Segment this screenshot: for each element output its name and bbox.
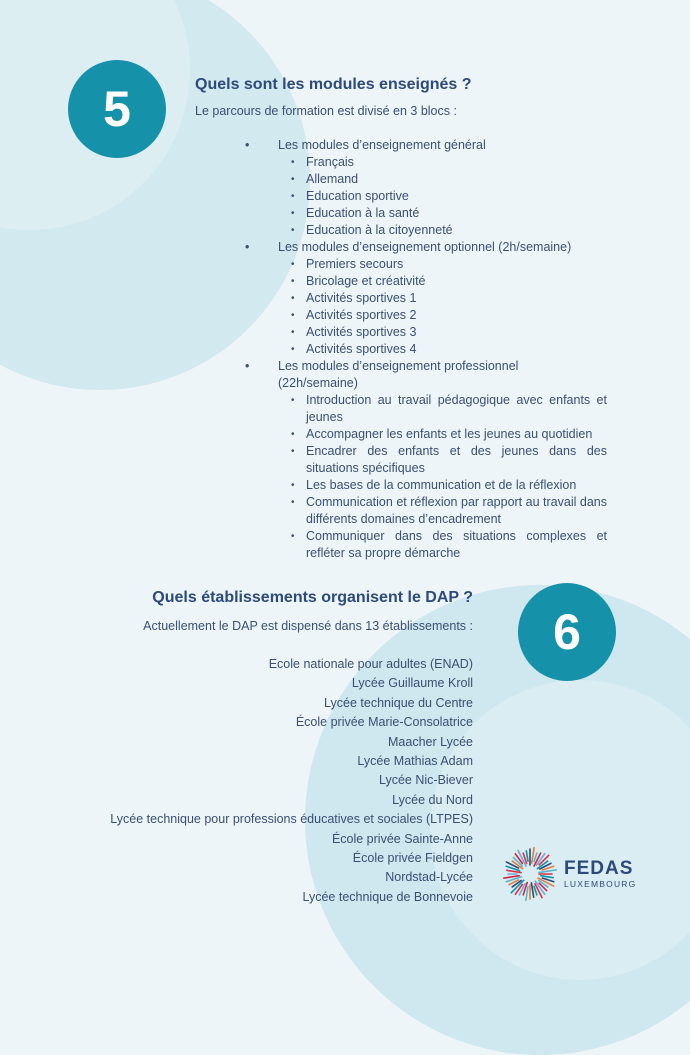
- school-item: Nordstad-Lycée: [385, 870, 473, 885]
- logo-ray: [526, 887, 528, 900]
- section-6-number-badge: 6: [518, 583, 616, 681]
- module-item: • Education sportive: [291, 188, 607, 205]
- school-item: Lycée Nic-Biever: [378, 773, 473, 788]
- module-item: • Encadrer des enfants et des jeunes dans des situations spécifiques: [291, 443, 607, 477]
- logo-ray: [539, 870, 556, 873]
- section-5-intro: Le parcours de formation est divisé en 3 blocs :: [195, 104, 457, 118]
- module-block-professional: [245, 358, 607, 562]
- module-sublist: [278, 392, 607, 562]
- module-item: • Les bases de la communication et de la réflexion: [291, 477, 607, 494]
- module-item: • Accompagner les enfants et les jeunes au quotidien: [291, 426, 607, 443]
- module-item: • Education à la santé: [291, 205, 607, 222]
- school-item: Lycée technique de Bonnevoie: [302, 889, 473, 904]
- module-item: • Communication et réflexion par rapport au travail dans différents domaines d’encadrement: [291, 494, 607, 528]
- fedas-logo: [502, 846, 636, 902]
- school-item: Lycée technique du Centre: [324, 695, 473, 710]
- schools-list: [110, 655, 473, 907]
- module-blocks-list: [245, 137, 607, 562]
- module-item: • Communiquer dans des situations complexes et refléter sa propre démarche: [291, 528, 607, 562]
- school-item: Lycée technique pour professions éducatives et sociales (LTPES): [110, 812, 473, 827]
- logo-name: FEDAS: [564, 858, 634, 879]
- section-5-title: Quels sont les modules enseignés ?: [195, 76, 472, 93]
- module-item: • Education à la citoyenneté: [291, 222, 607, 239]
- school-item: Maacher Lycée: [388, 734, 473, 749]
- school-item: École privée Marie-Consolatrice: [295, 715, 473, 730]
- module-block-label: • Les modules d’enseignement optionnel (2h/semaine): [278, 240, 572, 254]
- module-item: • Introduction au travail pédagogique avec enfants et jeunes: [291, 392, 607, 426]
- section-6-title: Quels établissements organisent le DAP ?: [152, 589, 473, 606]
- module-item: • Premiers secours: [291, 256, 607, 273]
- section-6-intro: Actuellement le DAP est dispensé dans 13 établissements :: [143, 619, 473, 633]
- module-block-label: • Les modules d’enseignement général: [278, 138, 486, 152]
- module-item: • Français: [291, 154, 607, 171]
- logo-text: [564, 859, 636, 889]
- module-item: • Allemand: [291, 171, 607, 188]
- module-sublist: [278, 256, 607, 358]
- school-item: École privée Fieldgen: [352, 851, 473, 866]
- module-item: • Activités sportives 3: [291, 324, 607, 341]
- logo-ray: [526, 851, 528, 861]
- school-item: École privée Sainte-Anne: [331, 831, 473, 846]
- school-item: Lycée Guillaume Kroll: [351, 676, 473, 691]
- module-item: • Bricolage et créativité: [291, 273, 607, 290]
- module-item: • Activités sportives 4: [291, 341, 607, 358]
- school-item: Lycée du Nord: [392, 792, 473, 807]
- school-item: Ecole nationale pour adultes (ENAD): [268, 657, 473, 671]
- section-5-number-badge: 5: [68, 60, 166, 158]
- module-block-optional: [245, 239, 607, 358]
- logo-subtitle: LUXEMBOURG: [564, 879, 637, 889]
- logo-ray: [531, 883, 533, 897]
- module-block-label: • Les modules d’enseignement professionnel (22h/semaine): [278, 359, 519, 390]
- module-sublist: [278, 154, 607, 239]
- sunburst-logo-icon: [502, 846, 558, 902]
- module-block-general: [245, 137, 607, 239]
- module-item: • Activités sportives 1: [291, 290, 607, 307]
- module-item: • Activités sportives 2: [291, 307, 607, 324]
- school-item: Lycée Mathias Adam: [357, 754, 473, 769]
